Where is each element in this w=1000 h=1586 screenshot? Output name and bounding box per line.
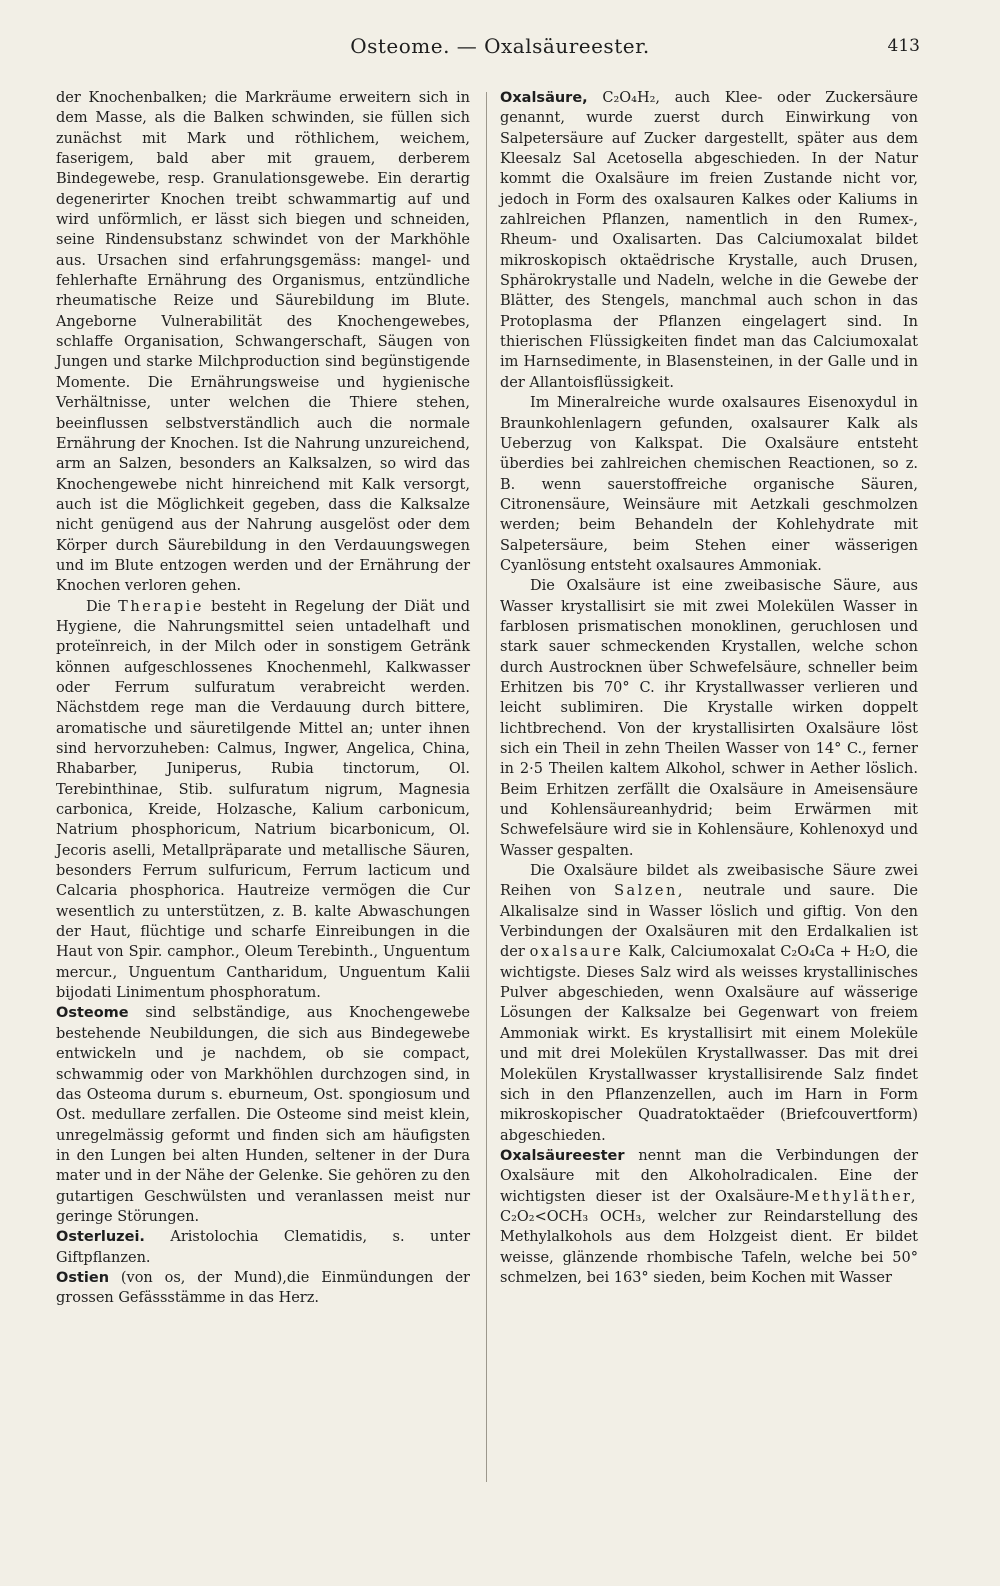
paragraph-text: (von os, der Mund),die Einmündungen der grossen Gefässstämme in das Herz. — [56, 1269, 470, 1307]
entry-osteome — [56, 1003, 470, 1227]
paragraph-text: Im Mineralreiche wurde oxalsaures Eisenoxydul in Braunkohlenlagern gefunden, oxalsaurer Kalk als Ueberzug von Kalkspat. Die Oxalsäure entsteht überdies bei zahlreichen chemischen Reactionen, so z. B. wenn sauerstoffreiche organische Säuren, Citronensäure, Weinsäure mit Aetzkali geschmolzen werden; beim Behandeln der Kohlehydrate mit Salpetersäure, beim Stehen einer wässerigen Cyanlösung entsteht oxalsaures Ammoniak. — [500, 395, 918, 574]
paragraph-text: Die Oxalsäure bildet als zweibasische Säure zwei Reihen von — [500, 863, 918, 900]
term-therapie: Therapie — [118, 598, 204, 615]
entry-oxalsaeureester — [500, 1146, 918, 1288]
term-oxalsaeure: Oxalsäure, — [500, 90, 588, 106]
paragraph-mineral — [500, 393, 918, 576]
paragraph-text: welcher zur Reindarstellung des Methylalkohols aus dem Holzgeist dient. Er bildet weisse, glänzende rhombische Tafeln, welche bei 50° schmelzen, bei 163° sieden, beim Kochen mit Wasser — [500, 1208, 918, 1286]
paragraph-properties — [500, 576, 918, 861]
term-salzen: Salzen, — [614, 883, 685, 900]
page-number: 413 — [887, 36, 920, 56]
formula-methylaether: C₂O₂<OCH₃ OCH₃, — [500, 1208, 646, 1225]
paragraph-text: der Knochenbalken; die Markräume erweitern sich in dem Masse, als die Balken schwinden, sie füllen sich zunächst mit Mark und röthlichem, weichem, faserigem, bald aber mit grauem, derberem Bindegewebe, resp. Granulationsgewebe. Ein derartig degenerirter Knochen treibt schwammartig auf und wird unförmlich, er lässt sich biegen und schneiden, seine Rindensubstanz schwindet von der Markhöhle aus. Ursachen sind erfahrungsgemäss: mangel- und fehlerhafte Ernährung des Organismus, entzündliche rheumatische Reize und Säurebildung im Blute. Angeborne Vulnerabilität des Knochengewebes, schlaffe Organisation, Schwangerschaft, Säugen von Jungen und starke Milchproduction sind begünstigende Momente. Die Ernährungsweise und hygienische Verhältnisse, unter welchen die Thiere stehen, beeinflussen selbstverständlich auch die normale Ernährung der Knochen. Ist die Nahrung unzureichend, arm an Salzen, besonders an Kalksalzen, so wird das Knochengewebe nicht hinreichend mit Kalk versorgt, auch ist die Möglichkeit gegeben, dass die Kalksalze nicht genügend aus der Nahrung ausgelöst oder dem Körper durch Säurebildung in den Verdauungswegen und im Blute entzogen werden und der Ernährung der Knochen verloren gehen. — [56, 90, 470, 595]
page-header — [0, 34, 1000, 64]
paragraph-text: Aristolochia Clematidis, s. unter Giftpflanzen. — [56, 1229, 471, 1266]
entry-oxalsaeure — [500, 88, 918, 393]
paragraph-therapy — [56, 597, 470, 1004]
term-oxalsaeureester: Oxalsäureester — [500, 1147, 625, 1164]
paragraph-text: Kalk, Calciumoxalat C₂O₄Ca + H₂O, die wichtigste. Dieses Salz wird als weisses krystallinisches Pulver abgeschieden, wenn Oxalsäure auf wässerige Lösungen der Kalksalze bei Gegenwart von freiem Ammoniak wirkt. Es krystallisirt mit einem Moleküle und mit drei Molekülen Krystallwasser. Das mit drei Molekülen Krystallwasser krystallisirende Salz findet sich in den Pflanzenzellen, auch im Harn in Form mikroskopischer Quadratoktaëder (Briefcouvertform) abgeschieden. — [500, 944, 919, 1144]
paragraph-text: neutrale und saure. Die Alkalisalze sind in Wasser löslich und giftig. Von den Verbindungen der Oxalsäuren mit den Erdalkalien ist der — [500, 883, 918, 961]
term-osteome: Osteome — [56, 1005, 129, 1022]
term-osterluzei: Osterluzei. — [56, 1229, 145, 1246]
paragraph-text: nennt man die Verbindungen der Oxalsäure mit den Alkoholradicalen. Eine der wichtigsten dieser ist der Oxalsäure- — [500, 1147, 919, 1205]
left-column — [56, 88, 470, 1309]
paragraph-salts — [500, 861, 918, 1146]
formula-oxalsaeure: C₂O₄H₂, — [602, 90, 661, 106]
entry-ostien — [56, 1268, 470, 1309]
paragraph-osteomalacia-continued — [56, 88, 470, 597]
term-methylaether: Methyläther, — [794, 1188, 918, 1205]
paragraph-text: sind selbständige, aus Knochengewebe bestehende Neubildungen, die sich aus Bindegewebe entwickeln und je nachdem, ob sie compact, schwammig oder von Markhöhlen durchzogen sind, in das Osteoma durum s. eburneum, Ost. spongiosum und Ost. medullare zerfallen. Die Osteome sind meist klein, unregelmässig geformt und finden sich am häufigsten in den Lungen bei alten Hunden, seltener in der Dura mater und in der Nähe der Gelenke. Sie gehören zu den gutartigen Geschwülsten und veranlassen meist nur geringe Störungen. — [56, 1005, 470, 1225]
term-oxalsaure: oxalsaure — [529, 944, 624, 961]
running-title: Osteome. — Oxalsäureester. — [350, 34, 650, 58]
entry-osterluzei — [56, 1227, 470, 1268]
paragraph-text: Die — [86, 598, 111, 615]
term-ostien: Ostien — [56, 1269, 110, 1286]
paragraph-text: auch Klee- oder Zuckersäure genannt, wurde zuerst durch Einwirkung von Salpetersäure auf Zucker dargestellt, später aus dem Kleesalz Sal Acetosella abgeschieden. In der Natur kommt die Oxalsäure im freien Zustande nicht vor, jedoch in Form des oxalsauren Kalkes oder Kaliums in zahlreichen Pflanzen, namentlich in den Rumex-, Rheum- und Oxalisarten. Das Calciumoxalat bildet mikroskopisch oktaëdrische Krystalle, auch Drusen, Sphärokrystalle und Nadeln, welche in die Gewebe der Blätter, des Stengels, manchmal auch schon in das Protoplasma der Pflanzen eingelagert sind. In thierischen Flüssigkeiten findet man das Calciumoxalat im Harnsedimente, in Blasensteinen, in der Galle und in der Allantoisflüssigkeit. — [500, 90, 918, 391]
right-column — [500, 88, 918, 1288]
column-divider — [486, 92, 487, 1482]
paragraph-text: Die Oxalsäure ist eine zweibasische Säure, aus Wasser krystallisirt sie mit zwei Molekülen Wasser in farblosen prismatischen monoklinen, geruchlosen und stark sauer schmeckenden Krystallen, welche schon durch Austrocknen über Schwefelsäure, schneller beim Erhitzen bis 70° C. ihr Krystallwasser verlieren und leicht sublimiren. Die Krystalle wirken doppelt lichtbrechend. Von der krystallisirten Oxalsäure löst sich ein Theil in zehn Theilen Wasser von 14° C., ferner in 2·5 Theilen kaltem Alkohol, schwer in Aether löslich. Beim Erhitzen zerfällt die Oxalsäure in Ameisensäure und Kohlensäureanhydrid; beim Erwärmen mit Schwefelsäure wird sie in Kohlensäure, Kohlenoxyd und Wasser gespalten. — [500, 578, 918, 859]
paragraph-text: besteht in Regelung der Diät und Hygiene, die Nahrungsmittel seien untadelhaft und proteïnreich, in der Milch oder in sonstigem Getränk können aufgeschlossenes Knochenmehl, Kalkwasser oder Ferrum sulfuratum verabreicht werden. Nächstdem rege man die Verdauung durch bittere, aromatische und säuretilgende Mittel an; unter ihnen sind hervorzuheben: Calmus, Ingwer, Angelica, China, Rhabarber, Juniperus, Rubia tinctorum, Ol. Terebinthinae, Stib. sulfuratum nigrum, Magnesia carbonica, Kreide, Holzasche, Kalium carbonicum, Natrium phosphoricum, Natrium bicarbonicum, Ol. Jecoris aselli, Metallpräparate und metallische Säuren, besonders Ferrum sulfuricum, Ferrum lacticum und Calcaria phosphorica. Hautreize vermögen die Cur wesentlich zu unterstützen, z. B. kalte Abwaschungen der Haut, flüchtige und scharfe Einreibungen in die Haut von Spir. camphor., Oleum Terebinth., Unguentum mercur., Unguentum Cantharidum, Unguentum Kalii bijodati Linimentum phosphoratum. — [56, 598, 470, 1002]
